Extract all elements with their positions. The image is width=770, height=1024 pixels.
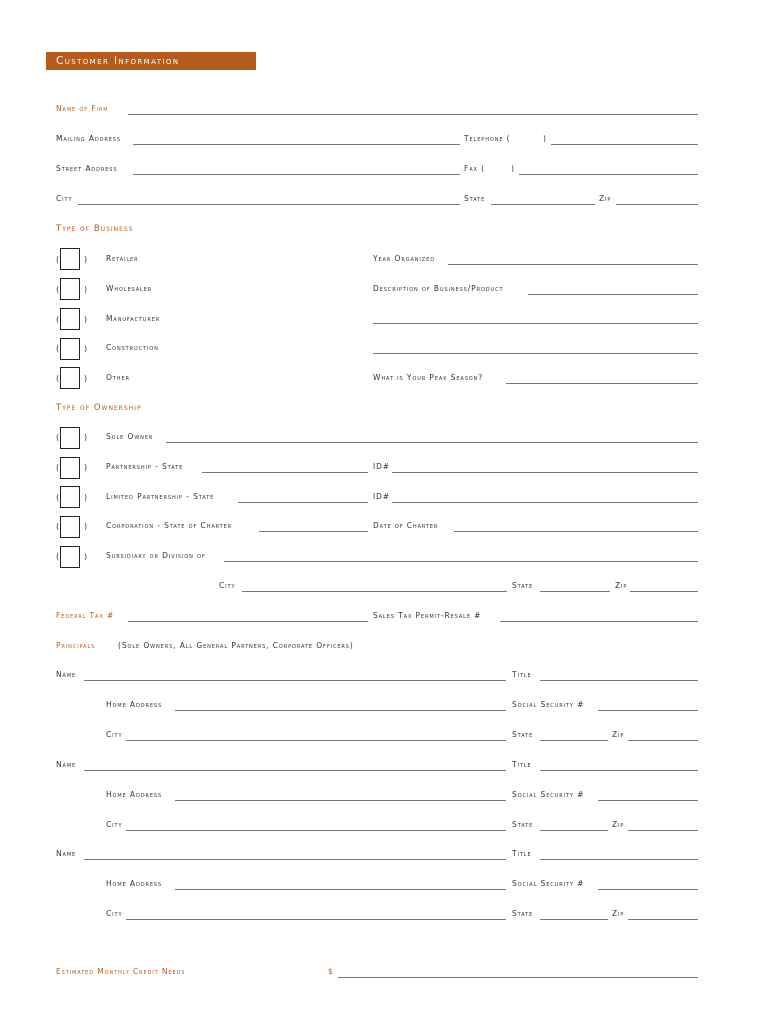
sales-tax-label: Sales Tax Permit-Resale # — [373, 611, 482, 620]
telephone-close-paren: ) — [543, 134, 547, 143]
description-field-3[interactable] — [373, 353, 698, 354]
principal-3-title-field[interactable] — [540, 859, 698, 860]
paren-open: ( — [56, 552, 60, 561]
paren-close: ) — [84, 374, 88, 383]
paren-open: ( — [56, 285, 60, 294]
principal-3-zip-field[interactable] — [628, 919, 698, 920]
city-field[interactable] — [78, 204, 460, 205]
year-organized-field[interactable] — [448, 264, 698, 265]
limited-partnership-label: Limited Partnership - State — [106, 492, 215, 501]
description-label: Description of Business/Product — [373, 284, 504, 293]
principal-2-name-field[interactable] — [84, 770, 506, 771]
year-organized-label: Year Organized — [373, 254, 435, 263]
paren-close: ) — [84, 255, 88, 264]
limited-partnership-state-field[interactable] — [238, 502, 368, 503]
wholesaler-label: Wholesaler — [106, 284, 153, 293]
partnership-id-field[interactable] — [392, 472, 698, 473]
paren-open: ( — [56, 255, 60, 264]
principal-2-title-field[interactable] — [540, 770, 698, 771]
limited-partnership-checkbox[interactable] — [60, 486, 80, 508]
ownership-city-field[interactable] — [242, 591, 507, 592]
paren-close: ) — [84, 522, 88, 531]
ownership-zip-label: Zip — [615, 581, 628, 590]
peak-season-field[interactable] — [506, 383, 698, 384]
retailer-label: Retailer — [106, 254, 139, 263]
state-field[interactable] — [491, 204, 595, 205]
principal-name-label: Name — [56, 760, 77, 769]
partnership-checkbox[interactable] — [60, 457, 80, 479]
principal-zip-label: Zip — [612, 909, 625, 918]
ownership-city-label: City — [219, 581, 236, 590]
sole-owner-checkbox[interactable] — [60, 427, 80, 449]
principal-city-label: City — [106, 730, 123, 739]
currency-symbol: $ — [328, 967, 334, 976]
type-of-business-title: Type of Business — [56, 224, 134, 234]
street-address-label: Street Address — [56, 164, 118, 173]
description-field-2[interactable] — [373, 323, 698, 324]
paren-open: ( — [56, 433, 60, 442]
other-checkbox[interactable] — [60, 367, 80, 389]
principal-state-label: State — [512, 730, 534, 739]
construction-checkbox[interactable] — [60, 338, 80, 360]
federal-tax-label: Federal Tax # — [56, 611, 115, 620]
corporation-checkbox[interactable] — [60, 516, 80, 538]
paren-close: ) — [84, 285, 88, 294]
principals-title: Principals — [56, 641, 96, 650]
fax-field[interactable] — [519, 174, 698, 175]
id-label: ID# — [373, 492, 390, 501]
principal-2-home-address-field[interactable] — [175, 800, 506, 801]
telephone-label: Telephone ( — [464, 134, 511, 143]
description-field[interactable] — [528, 294, 698, 295]
zip-label: Zip — [599, 194, 612, 203]
credit-needs-label: Estimated Monthly Credit Needs — [56, 967, 186, 976]
principal-1-name-field[interactable] — [84, 680, 506, 681]
limited-partnership-id-field[interactable] — [392, 502, 698, 503]
subsidiary-checkbox[interactable] — [60, 546, 80, 568]
principal-3-home-address-field[interactable] — [175, 889, 506, 890]
principal-3-name-field[interactable] — [84, 859, 506, 860]
principal-home-address-label: Home Address — [106, 700, 163, 709]
city-label: City — [56, 194, 73, 203]
paren-open: ( — [56, 344, 60, 353]
principal-1-state-field[interactable] — [540, 740, 608, 741]
principal-3-ssn-field[interactable] — [598, 889, 698, 890]
principal-1-ssn-field[interactable] — [598, 710, 698, 711]
principal-city-label: City — [106, 909, 123, 918]
principal-zip-label: Zip — [612, 820, 625, 829]
type-of-ownership-title: Type of Ownership — [56, 403, 142, 413]
principal-ssn-label: Social Security # — [512, 700, 585, 709]
principal-city-label: City — [106, 820, 123, 829]
principal-2-city-field[interactable] — [126, 830, 506, 831]
manufacturer-label: Manufacturer — [106, 314, 161, 323]
principal-home-address-label: Home Address — [106, 879, 163, 888]
paren-open: ( — [56, 374, 60, 383]
wholesaler-checkbox[interactable] — [60, 278, 80, 300]
ownership-state-label: State — [512, 581, 534, 590]
principal-state-label: State — [512, 820, 534, 829]
fax-close-paren: ) — [511, 164, 515, 173]
credit-needs-field[interactable] — [338, 977, 698, 978]
principal-ssn-label: Social Security # — [512, 879, 585, 888]
subsidiary-field[interactable] — [224, 561, 698, 562]
paren-open: ( — [56, 463, 60, 472]
state-label: State — [464, 194, 486, 203]
principal-1-title-field[interactable] — [540, 680, 698, 681]
paren-close: ) — [84, 433, 88, 442]
federal-tax-field[interactable] — [128, 621, 368, 622]
principal-2-state-field[interactable] — [540, 830, 608, 831]
subsidiary-label: Subsidiary or Division of — [106, 551, 206, 560]
principal-1-home-address-field[interactable] — [175, 710, 506, 711]
principal-home-address-label: Home Address — [106, 790, 163, 799]
zip-field[interactable] — [616, 204, 698, 205]
construction-label: Construction — [106, 343, 159, 352]
manufacturer-checkbox[interactable] — [60, 308, 80, 330]
sales-tax-field[interactable] — [500, 621, 698, 622]
paren-close: ) — [84, 493, 88, 502]
principal-1-city-field[interactable] — [126, 740, 506, 741]
name-of-firm-field[interactable] — [128, 114, 698, 115]
ownership-zip-field[interactable] — [630, 591, 698, 592]
principal-2-ssn-field[interactable] — [598, 800, 698, 801]
mailing-address-field[interactable] — [133, 144, 460, 145]
state-of-charter-field[interactable] — [259, 531, 368, 532]
peak-season-label: What is Your Peak Season? — [373, 373, 484, 382]
telephone-field[interactable] — [551, 144, 698, 145]
principal-title-label: Title — [512, 849, 532, 858]
principal-name-label: Name — [56, 849, 77, 858]
other-label: Other — [106, 373, 130, 382]
mailing-address-label: Mailing Address — [56, 134, 121, 143]
street-address-field[interactable] — [133, 174, 460, 175]
principal-name-label: Name — [56, 670, 77, 679]
date-of-charter-field[interactable] — [454, 531, 698, 532]
principal-1-zip-field[interactable] — [628, 740, 698, 741]
name-of-firm-label: Name of Firm — [56, 104, 109, 113]
paren-close: ) — [84, 315, 88, 324]
sole-owner-label: Sole Owner — [106, 432, 154, 441]
sole-owner-field[interactable] — [166, 442, 698, 443]
paren-close: ) — [84, 552, 88, 561]
principal-3-city-field[interactable] — [126, 919, 506, 920]
principal-2-zip-field[interactable] — [628, 830, 698, 831]
paren-open: ( — [56, 493, 60, 502]
corporation-label: Corporation - State of Charter — [106, 521, 233, 530]
principal-title-label: Title — [512, 760, 532, 769]
principal-ssn-label: Social Security # — [512, 790, 585, 799]
paren-open: ( — [56, 522, 60, 531]
principal-title-label: Title — [512, 670, 532, 679]
paren-close: ) — [84, 463, 88, 472]
customer-information-header: Customer Information — [46, 52, 256, 70]
partnership-state-field[interactable] — [202, 472, 368, 473]
ownership-state-field[interactable] — [540, 591, 610, 592]
principal-3-state-field[interactable] — [540, 919, 608, 920]
paren-open: ( — [56, 315, 60, 324]
principal-state-label: State — [512, 909, 534, 918]
id-label: ID# — [373, 462, 390, 471]
principal-zip-label: Zip — [612, 730, 625, 739]
principals-subtitle: (Sole Owners, All General Partners, Corporate Officers) — [118, 641, 354, 650]
retailer-checkbox[interactable] — [60, 248, 80, 270]
fax-label: Fax ( — [464, 164, 485, 173]
paren-close: ) — [84, 344, 88, 353]
partnership-state-label: Partnership - State — [106, 462, 184, 471]
date-of-charter-label: Date of Charter — [373, 521, 439, 530]
